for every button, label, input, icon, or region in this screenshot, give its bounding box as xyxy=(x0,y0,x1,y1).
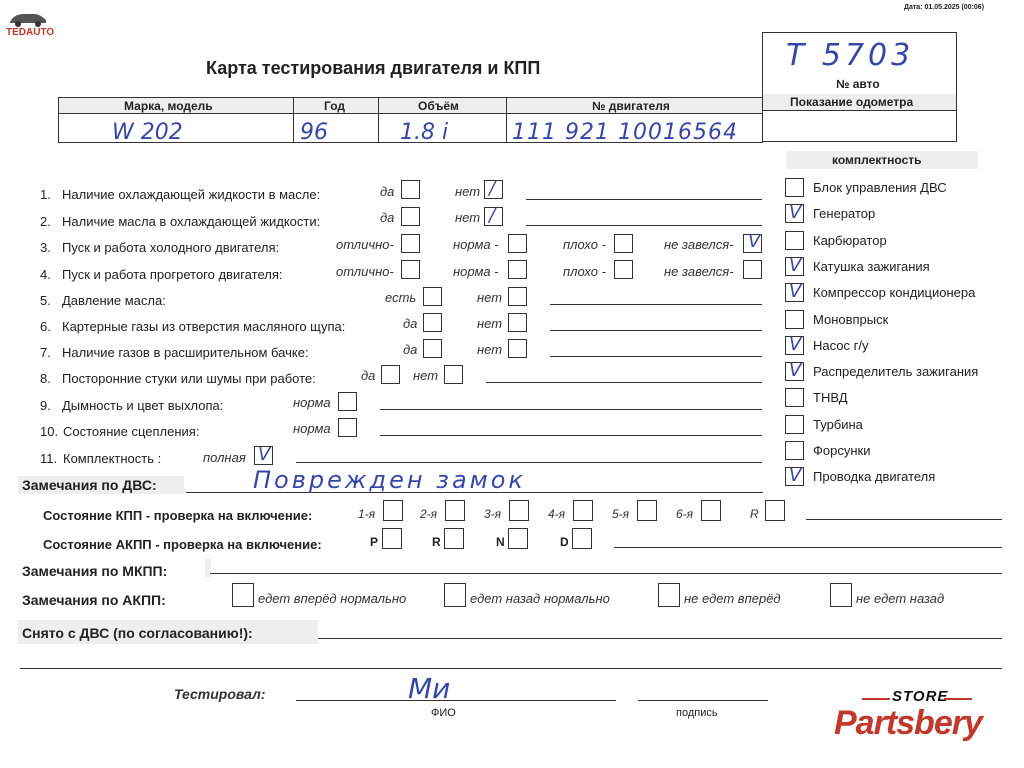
gear-label: 4-я xyxy=(548,507,566,521)
akpp-option-checkbox[interactable] xyxy=(232,583,254,607)
item-label-10: Состояние сцепления: xyxy=(63,424,200,439)
item4-bad-checkbox[interactable] xyxy=(614,260,633,279)
engine-remarks-note: Поврежден замок xyxy=(253,466,526,494)
check-mark: V xyxy=(789,333,802,355)
akpp-option-label: не едет вперёд xyxy=(684,591,781,606)
item8-no-checkbox[interactable] xyxy=(444,365,463,384)
auto-position-label: R xyxy=(432,535,441,549)
mkpp-remarks-label: Замечания по МКПП: xyxy=(22,563,168,579)
no-label: нет xyxy=(455,184,481,199)
kit-item-label: Компрессор кондиционера xyxy=(813,285,976,301)
kit-checkbox[interactable] xyxy=(785,441,804,460)
no-label: нет xyxy=(477,290,503,305)
item-label-7: Наличие газов в расширительном бачке: xyxy=(62,345,309,360)
item3-bad-checkbox[interactable] xyxy=(614,234,633,253)
engine-remarks-label: Замечания по ДВС: xyxy=(22,477,157,493)
present-label: есть xyxy=(385,290,417,305)
item8-yes-checkbox[interactable] xyxy=(381,365,400,384)
partsbery-logo xyxy=(832,688,1012,750)
kit-item-label: Генератор xyxy=(813,206,876,222)
removed-label: Снято с ДВС (по согласованию!): xyxy=(22,625,253,641)
item-number-2: 2. xyxy=(40,214,51,229)
item5-present-checkbox[interactable] xyxy=(423,287,442,306)
brand-store: STORE xyxy=(892,688,949,705)
item-number-1: 1. xyxy=(40,187,51,202)
akpp-option-checkbox[interactable] xyxy=(658,583,680,607)
gear-checkbox[interactable] xyxy=(765,500,785,521)
item-number-3: 3. xyxy=(40,240,51,255)
car-number-label: № авто xyxy=(836,77,880,91)
tested-by-label: Тестировал: xyxy=(174,686,266,702)
akpp-option-label: не едет назад xyxy=(856,591,945,606)
auto-gearbox-label: Состояние АКПП - проверка на включение: xyxy=(43,537,322,552)
value-volume: 1.8 i xyxy=(400,120,449,145)
tedauto-logo xyxy=(6,8,55,40)
gear-label: 1-я xyxy=(358,507,376,521)
item-label-11: Комплектность : xyxy=(63,451,162,466)
check-mark: V xyxy=(789,254,802,276)
gear-label: 5-я xyxy=(612,507,630,521)
no-label: нет xyxy=(455,210,481,225)
page-title: Карта тестирования двигателя и КПП xyxy=(206,58,541,78)
auto-position-label: P xyxy=(370,535,379,549)
check-mark: V xyxy=(258,444,271,465)
not-started-label: не завелся- xyxy=(664,237,734,252)
item-label-3: Пуск и работа холодного двигателя: xyxy=(62,240,280,255)
value-model: W 202 xyxy=(112,120,183,145)
auto-position-checkbox[interactable] xyxy=(444,528,464,549)
kit-checkbox[interactable] xyxy=(785,388,804,407)
item-label-6: Картерные газы из отверстия масляного щупа: xyxy=(62,319,346,334)
check-mark: V xyxy=(789,281,802,303)
item7-no-checkbox[interactable] xyxy=(508,339,527,358)
item4-normal-checkbox[interactable] xyxy=(508,260,527,279)
auto-position-checkbox[interactable] xyxy=(572,528,592,549)
item-number-5: 5. xyxy=(40,293,51,308)
item4-not-started-checkbox[interactable] xyxy=(743,260,762,279)
no-label: нет xyxy=(477,342,503,357)
auto-position-checkbox[interactable] xyxy=(508,528,528,549)
kit-item-label: Проводка двигателя xyxy=(813,469,936,485)
item-label-5: Давление масла: xyxy=(62,293,166,308)
item5-no-checkbox[interactable] xyxy=(508,287,527,306)
excellent-label: отлично- xyxy=(336,237,394,252)
car-icon xyxy=(6,8,50,28)
item3-normal-checkbox[interactable] xyxy=(508,234,527,253)
bad-label: плохо - xyxy=(563,237,606,252)
item1-yes-checkbox[interactable] xyxy=(401,180,420,199)
gear-label: 2-я xyxy=(420,507,438,521)
logo-text: TEDAUTO xyxy=(6,27,55,38)
kit-item-label: Турбина xyxy=(813,416,863,432)
full-label: полная xyxy=(203,450,246,465)
kit-item-label: Блок управления ДВС xyxy=(813,180,947,195)
yes-label: да xyxy=(380,184,395,199)
auto-position-label: D xyxy=(560,535,569,549)
item9-normal-checkbox[interactable] xyxy=(338,392,357,411)
gear-checkbox[interactable] xyxy=(509,500,529,521)
kit-item-label: Моновпрыск xyxy=(813,311,889,327)
check-mark: / xyxy=(489,178,496,199)
yes-label: да xyxy=(403,316,418,331)
kit-item-label: Распределитель зажигания xyxy=(813,364,979,380)
value-engine-no: 111 921 10016564 xyxy=(512,120,738,145)
gear-checkbox[interactable] xyxy=(383,500,403,521)
kit-title: комплектность xyxy=(832,153,922,167)
item-number-11: 11. xyxy=(40,451,58,466)
item-number-10: 10. xyxy=(40,424,59,439)
header-year: Год xyxy=(324,99,345,113)
normal-label: норма - xyxy=(453,237,499,252)
date-stamp: Дата: 01.05.2025 (00:06) xyxy=(904,4,985,11)
item-label-8: Посторонние стуки или шумы при работе: xyxy=(62,371,316,386)
gear-checkbox[interactable] xyxy=(701,500,721,521)
no-label: нет xyxy=(413,368,439,383)
item-label-4: Пуск и работа прогретого двигателя: xyxy=(62,267,283,282)
signature-label: подпись xyxy=(676,707,718,719)
check-mark: V xyxy=(789,465,802,487)
value-year: 96 xyxy=(300,120,328,145)
item-label-9: Дымность и цвет выхлопа: xyxy=(62,398,224,413)
header-engine-no: № двигателя xyxy=(592,99,670,113)
akpp-remarks-label: Замечания по АКПП: xyxy=(22,592,166,608)
item-number-9: 9. xyxy=(40,398,51,413)
kit-checkbox[interactable] xyxy=(785,310,804,329)
header-model: Марка, модель xyxy=(124,99,213,113)
excellent-label: отлично- xyxy=(336,264,394,279)
akpp-option-checkbox[interactable] xyxy=(444,583,466,607)
item4-excellent-checkbox[interactable] xyxy=(401,260,420,279)
item-number-8: 8. xyxy=(40,371,51,386)
check-mark: V xyxy=(748,231,761,252)
kit-item-label: Насос г/у xyxy=(813,337,869,353)
akpp-option-label: едет вперёд нормально xyxy=(258,591,407,606)
kit-checkbox[interactable] xyxy=(785,231,804,250)
manual-gearbox-label: Состояние КПП - проверка на включение: xyxy=(43,508,313,523)
item3-excellent-checkbox[interactable] xyxy=(401,234,420,253)
gear-checkbox[interactable] xyxy=(637,500,657,521)
gear-checkbox[interactable] xyxy=(445,500,465,521)
normal-plain-label: норма xyxy=(293,421,331,436)
fio-label: ФИО xyxy=(431,707,456,719)
kit-checkbox[interactable] xyxy=(785,178,804,197)
kit-item-label: Карбюратор xyxy=(813,232,887,248)
check-mark: V xyxy=(789,202,802,224)
car-number-value: Т 5703 xyxy=(786,38,915,73)
item-label-1: Наличие охлаждающей жидкости в масле: xyxy=(62,187,321,202)
check-mark: V xyxy=(789,360,802,382)
auto-position-checkbox[interactable] xyxy=(382,528,402,549)
item-number-6: 6. xyxy=(40,319,51,334)
odometer-label: Показание одометра xyxy=(790,95,914,109)
gear-checkbox[interactable] xyxy=(573,500,593,521)
kit-item-label: ТНВД xyxy=(813,390,848,406)
item10-normal-checkbox[interactable] xyxy=(338,418,357,437)
gear-label: 3-я xyxy=(484,507,502,521)
kit-item-label: Катушка зажигания xyxy=(813,258,930,274)
yes-label: да xyxy=(403,342,418,357)
item-label-2: Наличие масла в охлаждающей жидкости: xyxy=(62,214,321,229)
bad-label: плохо - xyxy=(563,264,606,279)
item2-yes-checkbox[interactable] xyxy=(401,207,420,226)
not-started-label: не завелся- xyxy=(664,264,734,279)
normal-label: норма - xyxy=(453,264,499,279)
yes-label: да xyxy=(361,368,376,383)
check-mark: / xyxy=(489,205,496,226)
gear-label: 6-я xyxy=(676,507,694,521)
kit-checkbox[interactable] xyxy=(785,415,804,434)
tester-signature: Ми xyxy=(408,672,451,705)
akpp-option-checkbox[interactable] xyxy=(830,583,852,607)
akpp-option-label: едет назад нормально xyxy=(470,591,610,606)
gear-label: R xyxy=(750,507,759,521)
kit-item-label: Форсунки xyxy=(813,443,871,458)
header-volume: Объём xyxy=(418,99,459,113)
normal-plain-label: норма xyxy=(293,395,331,410)
item-number-7: 7. xyxy=(40,345,51,360)
auto-position-label: N xyxy=(496,535,505,549)
brand-name: Partsbery xyxy=(834,704,982,742)
item6-yes-checkbox[interactable] xyxy=(423,313,442,332)
no-label: нет xyxy=(477,316,503,331)
item6-no-checkbox[interactable] xyxy=(508,313,527,332)
yes-label: да xyxy=(380,210,395,225)
item7-yes-checkbox[interactable] xyxy=(423,339,442,358)
item-number-4: 4. xyxy=(40,267,51,282)
